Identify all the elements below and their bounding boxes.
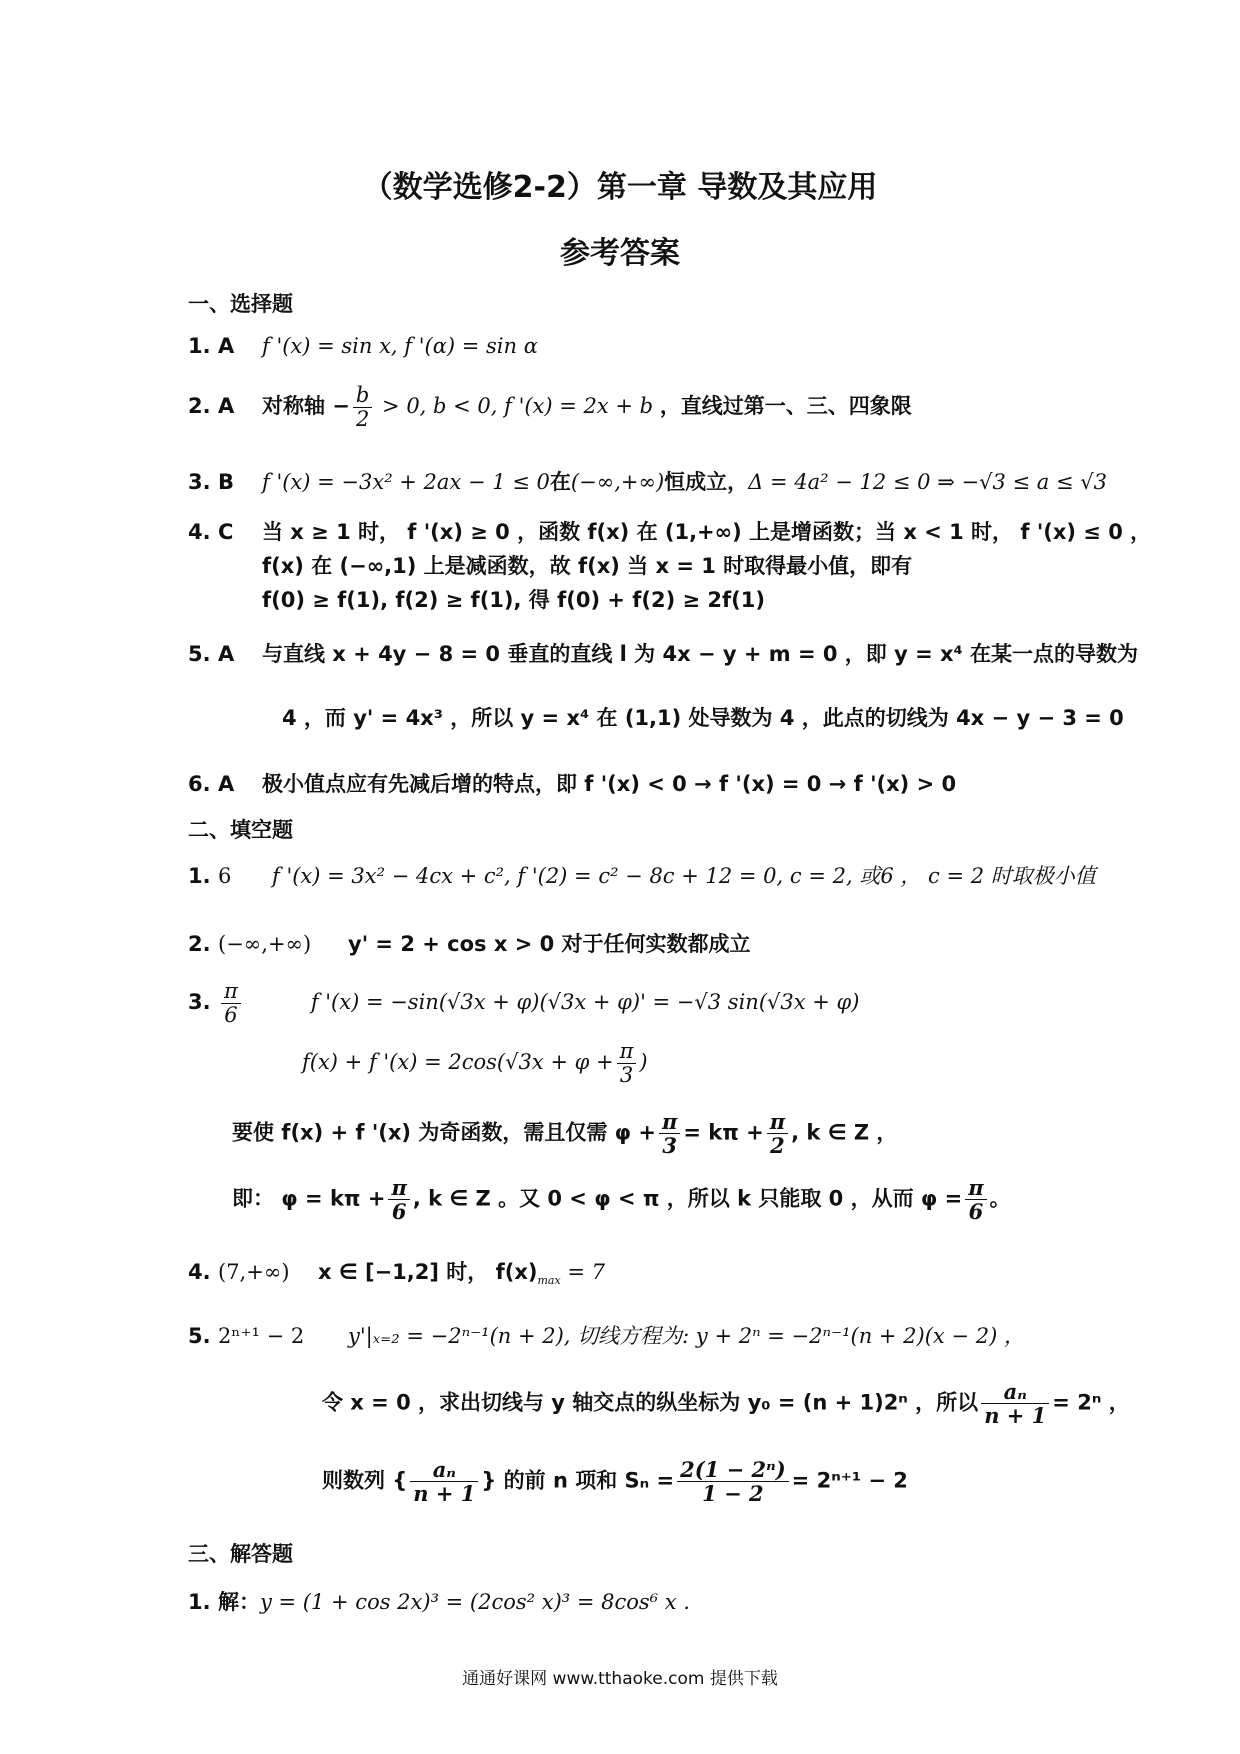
page-footer: 通通好课网 www.tthaoke.com 提供下载 [462, 1669, 778, 1689]
choice-q4-line3: f(0) ≥ f(1), f(2) ≥ f(1), 得 f(0) + f(2) ≥ 2f(1) [262, 588, 765, 612]
choice-q6 [188, 768, 956, 798]
q-number: 2. [188, 394, 211, 419]
section-choice-heading: 一、选择题 [188, 292, 293, 316]
q-answer: A [218, 772, 235, 796]
fraction: $\frac{\text{aₙ}}{n + 1}$ [410, 1458, 478, 1505]
q-answer: $\frac{\pi}{6}$ [221, 980, 241, 1027]
q-number: 5. [188, 642, 211, 666]
q-formula: y = (1 + cos 2x)³ = (2cos² x)³ = 8cos⁶ x . [260, 1590, 690, 1614]
fill-q5-line3: 则数列 { $\frac{\text{aₙ}}{n + 1}$ } 的前 n 项和 Sₙ = $\frac{\text{2(1 − 2ⁿ)}}{1 - 2}$ = 2ⁿ⁺¹ − 2 [322, 1457, 908, 1507]
q-text: y' = 2 + cos x > 0 对于任何实数都成立 [348, 932, 751, 956]
q-number: 1. [188, 1590, 211, 1614]
q-text: x ∈ [−1,2] 时， f(x) [318, 1260, 538, 1284]
q-text: 极小值点应有先减后增的特点，即 f '(x) < 0 → f '(x) = 0 → f '(x) > 0 [262, 772, 957, 796]
q-answer: (−∞,+∞) [218, 932, 312, 956]
q-number: 6. [188, 772, 211, 796]
q-text: 当 x ≥ 1 时， f '(x) ≥ 0 ，函数 f(x) 在 (1,+∞) 上是增函数；当 x < 1 时， f '(x) ≤ 0 ， [262, 520, 1152, 544]
q-number: 4. [188, 1260, 211, 1284]
q-answer: 2ⁿ⁺¹ − 2 [218, 1324, 305, 1348]
q-formula: (−∞,+∞) [570, 470, 665, 494]
q-answer: A [218, 394, 235, 419]
q-formula: f '(x) = 3x² − 4cx + c², f '(2) = c² − 8c + 12 = 0, c = 2, 或6 ， c = 2 时取极小值 [272, 864, 1096, 888]
q-number: 4. [188, 520, 211, 544]
fill-q5-line2: 令 x = 0 ，求出切线与 y 轴交点的纵坐标为 y₀ = (n + 1)2ⁿ ，所以 $\frac{\text{aₙ}}{n + 1}$ = 2ⁿ ， [322, 1379, 1130, 1429]
fill-q3-line4: 即： φ = kπ + $\frac{\pi}{6}$ , k ∈ Z 。又 0 < φ < π ，所以 k 只能取 0 ，从而 φ = $\frac{\pi}{6}$ 。 [232, 1175, 1011, 1225]
q-formula: > 0, b < 0, f '(x) = 2x + b [375, 394, 660, 419]
q-number: 3. [188, 470, 211, 494]
q-number: 5. [188, 1324, 211, 1348]
fill-q2 [188, 928, 751, 958]
fill-q4 [188, 1256, 605, 1287]
choice-q5-line2: 4 ，而 y' = 4x³ ，所以 y = x⁴ 在 (1,1) 处导数为 4 ，此点的切线为 4x − y − 3 = 0 [282, 706, 1124, 730]
fill-q3-line3: 要使 f(x) + f '(x) 为奇函数，需且仅需 φ + $\frac{\pi}{3}$ = kπ + $\frac{\pi}{2}$ , k ∈ Z ， [232, 1109, 898, 1159]
page-subtitle: 参考答案 [560, 236, 680, 271]
q-number: 1. [188, 864, 211, 888]
fraction: $\frac{\pi}{3}$ [659, 1110, 680, 1157]
q-formula: = 7 [560, 1260, 606, 1284]
fraction: $\frac{\text{aₙ}}{n + 1}$ [981, 1380, 1049, 1427]
q-text: 恒成立， [664, 470, 749, 494]
fraction: $\frac{\pi}{6}$ [388, 1176, 409, 1223]
q-text: 与直线 x + 4y − 8 = 0 垂直的直线 l 为 4x − y + m = 0 ，即 y = x⁴ 在某一点的导数为 [262, 642, 1139, 666]
choice-q4 [188, 516, 1151, 546]
q-formula: f '(x) = −3x² + 2ax − 1 ≤ 0 [262, 470, 550, 494]
choice-q3 [188, 466, 1107, 496]
fraction: $\frac{\pi}{2}$ [767, 1110, 788, 1157]
q-answer: (7,+∞) [218, 1260, 290, 1284]
q-text: 对称轴 − [262, 394, 350, 419]
q-answer: A [218, 334, 235, 358]
section-solve-heading: 三、解答题 [188, 1542, 293, 1566]
q-formula: Δ = 4a² − 12 ≤ 0 ⇒ −√3 ≤ a ≤ √3 [748, 470, 1107, 494]
fraction: $\frac{\pi}{6}$ [965, 1176, 986, 1223]
q-number: 2. [188, 932, 211, 956]
choice-q2 [188, 384, 912, 431]
q-answer: 6 [218, 864, 232, 888]
page-title: （数学选修2-2）第一章 导数及其应用 [362, 170, 878, 205]
q-label: 解： [218, 1590, 260, 1614]
q-text: 在 [549, 470, 571, 494]
choice-q5 [188, 638, 1138, 668]
q-formula: f '(x) = −sin(√3x + φ)(√3x + φ)' = −√3 sin(√3x + φ) [310, 990, 860, 1015]
fill-q3-line2: f(x) + f '(x) = 2cos(√3x + φ + $\frac{\pi}{3}$ ) [302, 1039, 648, 1088]
fraction: $\frac{b}{2}$ [353, 384, 372, 431]
solve-q1 [188, 1586, 690, 1616]
q-answer: C [218, 520, 234, 544]
q-number: 3. [188, 990, 211, 1015]
fill-q1 [188, 860, 1096, 890]
subscript: max [537, 1274, 561, 1288]
q-formula: y'|ₓ₌₂ = −2ⁿ⁻¹(n + 2), 切线方程为: y + 2ⁿ = −2ⁿ⁻¹(n + 2)(x − 2) ， [348, 1324, 1025, 1348]
section-fill-heading: 二、填空题 [188, 818, 293, 842]
fill-q5 [188, 1320, 1025, 1350]
choice-q1 [188, 334, 538, 358]
fraction: $\frac{\text{2(1 − 2ⁿ)}}{1 - 2}$ [677, 1458, 789, 1505]
q-number: 1. [188, 334, 211, 358]
fill-q3 [188, 980, 859, 1027]
fraction: $\frac{\pi}{3}$ [617, 1040, 637, 1087]
q-answer: A [218, 642, 235, 666]
q-text: ，直线过第一、三、四象限 [659, 394, 912, 419]
q-answer: B [218, 470, 235, 494]
q-solution: f '(x) = sin x, f '(α) = sin α [262, 334, 538, 358]
choice-q4-line2: f(x) 在 (−∞,1) 上是减函数，故 f(x) 当 x = 1 时取得最小值，即有 [262, 554, 913, 578]
